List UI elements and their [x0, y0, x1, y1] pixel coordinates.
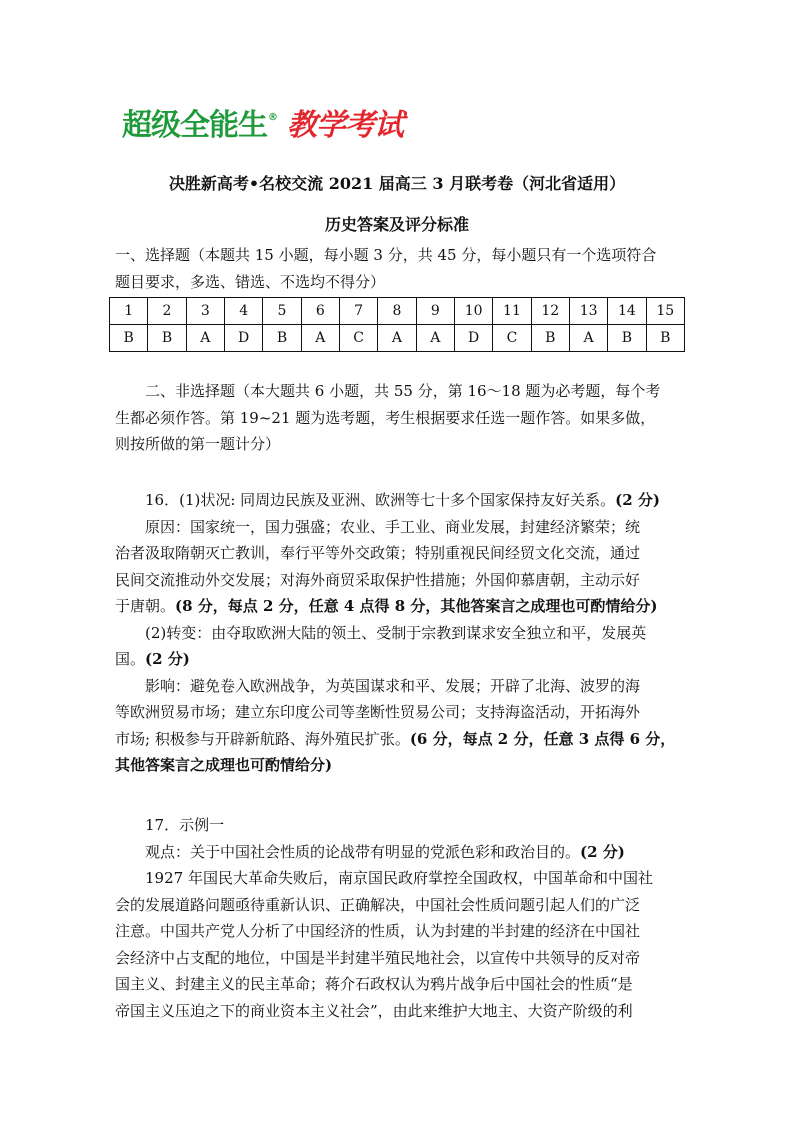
section2-line: 二、非选择题（本大题共 6 小题，共 55 分，第 16～18 题为必考题，每个考 [145, 382, 661, 400]
table-cell: B [646, 325, 684, 352]
question-16-answer [115, 487, 685, 779]
q16-text: 于唐朝。 [115, 597, 176, 615]
table-cell: 11 [493, 298, 531, 325]
table-cell: 9 [416, 298, 454, 325]
answer-table-number-row [110, 298, 685, 325]
score-note: (2 分) [145, 650, 190, 668]
q16-line: 影响：避免卷入欧洲战争，为英国谋求和平、发展；开辟了北海、波罗的海 [145, 676, 641, 695]
table-cell: B [148, 325, 186, 352]
section1-line: 一、选择题（本题共 15 小题，每小题 3 分，共 45 分，每小题只有一个选项符合 [115, 246, 657, 264]
q16-text: 市场; 积极参与开辟新航路、海外殖民扩张。 [115, 729, 410, 748]
q17-line: 会的发展道路问题亟待重新认识、正确解决，中国社会性质问题引起人们的广泛 [115, 895, 641, 914]
logo [122, 106, 403, 146]
section2-heading [115, 378, 685, 458]
q16-text: 16．(1)状况: 同周边民族及亚洲、欧洲等七十多个国家保持友好关系。 [145, 491, 616, 509]
table-cell: A [186, 325, 224, 352]
section1-line: 题目要求，多选、错选、不选均不得分） [115, 272, 386, 291]
section2-line: 则按所做的第一题计分） [115, 435, 281, 453]
score-note: (2 分) [580, 842, 625, 861]
table-cell: 5 [263, 298, 301, 325]
table-cell: B [531, 325, 569, 352]
table-cell: A [569, 325, 607, 352]
answer-table-answer-row [110, 325, 685, 352]
q17-line: 17．示例一 [145, 816, 225, 834]
q16-text: 国。 [115, 650, 146, 668]
q16-line: 治者汲取隋朝灭亡教训，奉行平等外交政策；特别重视民间经贸文化交流，通过 [115, 544, 641, 562]
table-cell: D [454, 325, 492, 352]
score-note: (2 分) [615, 491, 661, 509]
logo-registered-mark: ® [268, 112, 277, 123]
table-cell: 14 [608, 298, 646, 325]
table-cell: 3 [186, 298, 224, 325]
question-17-answer [115, 812, 685, 1024]
table-cell: 1 [110, 298, 148, 325]
table-cell: B [110, 325, 148, 352]
score-note: 其他答案言之成理也可酌情给分) [115, 756, 333, 774]
q17-text: 观点：关于中国社会性质的论战带有明显的党派色彩和政治目的。 [145, 842, 581, 861]
q17-line: 1927 年国民大革命失败后，南京国民政府掌控全国政权，中国革命和中国社 [145, 869, 653, 887]
section1-heading [115, 242, 685, 295]
table-cell: 15 [646, 298, 684, 325]
table-cell: C [493, 325, 531, 352]
q17-line: 会经济中占支配的地位，中国是半封建半殖民地社会，以宣传中共领导的反对帝 [115, 948, 641, 967]
q16-line: 民间交流推动外交发展；对海外商贸采取保护性措施；外国仰慕唐朝，主动示好 [115, 570, 641, 589]
logo-green-text: 超级全能生 [122, 108, 267, 143]
table-cell: 12 [531, 298, 569, 325]
table-cell: B [608, 325, 646, 352]
q16-line [115, 593, 685, 620]
table-cell: 13 [569, 298, 607, 325]
page-subtitle: 历史答案及评分标准 [324, 215, 469, 234]
q17-line [115, 839, 685, 866]
table-cell: 10 [454, 298, 492, 325]
q16-line: (2)转变：由夺取欧洲大陆的领土、受制于宗教到谋求安全独立和平，发展英 [145, 623, 647, 642]
score-note: (6 分，每点 2 分，任意 3 点得 6 分， [409, 729, 676, 748]
q17-line: 国主义、封建主义的民主革命；蒋介石政权认为鸦片战争后中国社会的性质“是 [115, 975, 633, 993]
answer-table [109, 297, 685, 352]
logo-red-text: 教学考试 [287, 108, 403, 143]
table-cell: A [301, 325, 339, 352]
table-cell: 8 [378, 298, 416, 325]
table-cell: A [416, 325, 454, 352]
q16-line: 等欧洲贸易市场；建立东印度公司等垄断性贸易公司；支持海盗活动，开拓海外 [115, 703, 641, 721]
q17-line: 帝国主义压迫之下的商业资本主义社会”，由此来维护大地主、大资产阶级的利 [115, 1001, 633, 1020]
q16-line [115, 726, 685, 753]
table-cell: 2 [148, 298, 186, 325]
q16-line [115, 752, 685, 779]
q16-line [115, 487, 685, 514]
q16-line: 原因：国家统一，国力强盛；农业、手工业、商业发展，封建经济繁荣；统 [145, 517, 641, 536]
section2-line: 生都必须作答。第 19~21 题为选考题，考生根据要求任选一题作答。如果多做， [115, 408, 656, 427]
table-cell: 4 [224, 298, 262, 325]
table-cell: D [224, 325, 262, 352]
q17-line: 注意。中国共产党人分析了中国经济的性质，认为封建的半封建的经济在中国社 [115, 922, 641, 940]
table-cell: B [263, 325, 301, 352]
score-note: (8 分，每点 2 分，任意 4 点得 8 分，其他答案言之成理也可酌情给分) [175, 597, 658, 615]
page-title: 决胜新高考•名校交流 2021 届高三 3 月联考卷（河北省适用） [168, 174, 626, 193]
q16-line [115, 646, 685, 673]
table-cell: A [378, 325, 416, 352]
table-cell: 7 [339, 298, 377, 325]
table-cell: 6 [301, 298, 339, 325]
table-cell: C [339, 325, 377, 352]
